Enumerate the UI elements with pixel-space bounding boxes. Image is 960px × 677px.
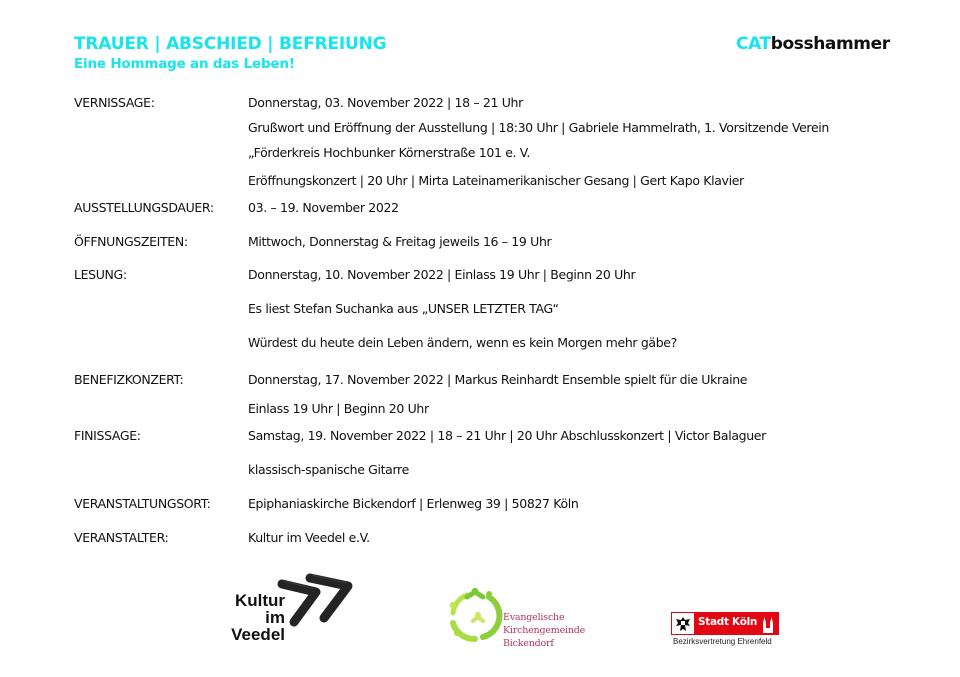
label-veranstaltungsort: VERANSTALTUNGSORT: (74, 496, 211, 511)
kultur-logo-line-2: im (265, 608, 285, 627)
veranstaltungsort-line-1: Epiphaniaskirche Bickendorf | Erlenweg 39 | 50827 Köln (248, 496, 579, 511)
kultur-logo-line-1: Kultur (234, 591, 285, 610)
brand-prefix: CAT (736, 34, 771, 54)
koeln-logo-name: Stadt Köln (698, 616, 758, 628)
finissage-line-1: Samstag, 19. November 2022 | 18 – 21 Uhr | 20 Uhr Abschlusskonzert | Victor Balaguer (248, 428, 766, 443)
label-veranstalter: VERANSTALTER: (74, 530, 169, 545)
ev-logo-line-1: Evangelische (503, 612, 565, 623)
lesung-line-2: Es liest Stefan Suchanka aus „UNSER LETZTER TAG“ (248, 301, 559, 316)
vernissage-line-3: „Förderkreis Hochbunker Körnerstraße 101 e. V. (248, 145, 531, 160)
cathedral-icon (761, 616, 775, 633)
evangelische-kirchengemeinde-logo (445, 587, 595, 657)
ev-logo-line-3: Bickendorf (503, 638, 554, 649)
oeffnungszeiten-line-1: Mittwoch, Donnerstag & Freitag jeweils 16 – 19 Uhr (248, 234, 552, 249)
koeln-logo-bar (671, 612, 779, 635)
evangelische-logo-text (503, 611, 585, 650)
label-oeffnungszeiten: ÖFFNUNGSZEITEN: (74, 234, 188, 249)
ev-logo-line-2: Kirchengemeinde (503, 625, 586, 636)
double-arrow-brush-icon (274, 572, 354, 632)
label-benefizkonzert: BENEFIZKONZERT: (74, 372, 184, 387)
label-ausstellungsdauer: AUSSTELLUNGSDAUER: (74, 200, 214, 215)
kultur-logo-line-3: Veedel (231, 625, 285, 644)
vernissage-line-2: Grußwort und Eröffnung der Ausstellung | 18:30 Uhr | Gabriele Hammelrath, 1. Vorsitzende Verein (248, 120, 829, 135)
stadt-koeln-logo (671, 612, 783, 648)
label-vernissage: VERNISSAGE: (74, 95, 155, 110)
lesung-line-3: Würdest du heute dein Leben ändern, wenn es kein Morgen mehr gäbe? (248, 335, 677, 350)
benefizkonzert-line-1: Donnerstag, 17. November 2022 | Markus Reinhardt Ensemble spielt für die Ukraine (248, 372, 748, 387)
label-finissage: FINISSAGE: (74, 428, 141, 443)
header-title: TRAUER | ABSCHIED | BEFREIUNG (74, 34, 387, 54)
vernissage-line-1: Donnerstag, 03. November 2022 | 18 – 21 Uhr (248, 95, 523, 110)
benefizkonzert-line-2: Einlass 19 Uhr | Beginn 20 Uhr (248, 401, 429, 416)
veranstalter-line-1: Kultur im Veedel e.V. (248, 530, 370, 545)
lesung-line-1: Donnerstag, 10. November 2022 | Einlass 19 Uhr | Beginn 20 Uhr (248, 267, 636, 282)
label-lesung: LESUNG: (74, 267, 127, 282)
kultur-im-veedel-logo (212, 572, 352, 654)
circle-of-people-icon (445, 587, 503, 645)
ausstellungsdauer-line-1: 03. – 19. November 2022 (248, 200, 399, 215)
brand-suffix: bosshammer (770, 34, 890, 54)
koeln-logo-subtitle: Bezirksvertretung Ehrenfeld (673, 637, 772, 646)
eagle-crest-icon (674, 615, 692, 633)
finissage-line-2: klassisch-spanische Gitarre (248, 462, 409, 477)
brand-logo (736, 34, 890, 54)
header-subtitle: Eine Hommage an das Leben! (74, 56, 295, 72)
vernissage-line-4: Eröffnungskonzert | 20 Uhr | Mirta Lateinamerikanischer Gesang | Gert Kapo Klavier (248, 173, 744, 188)
